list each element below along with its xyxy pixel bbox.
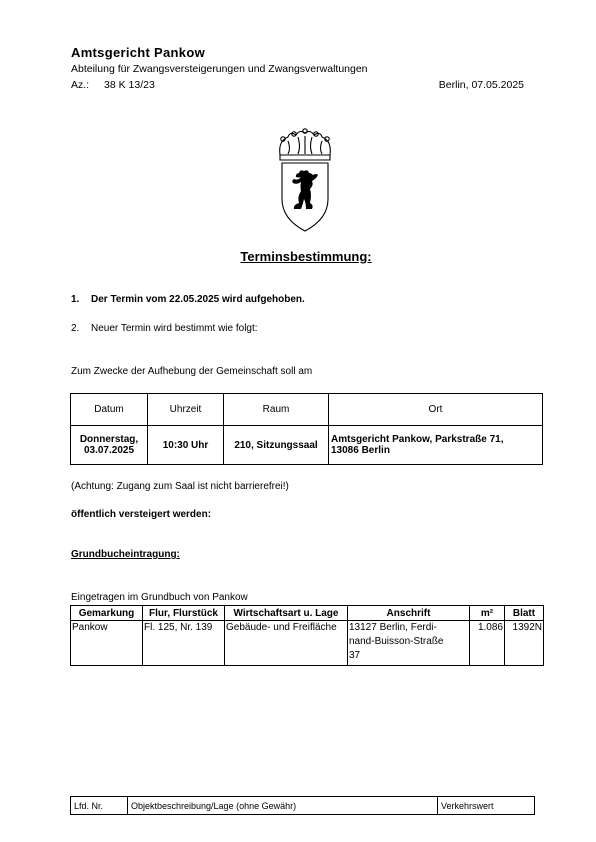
ort-line-2: 13086 Berlin bbox=[331, 445, 390, 456]
cell-ort bbox=[329, 426, 543, 465]
header-raum: Raum bbox=[224, 394, 329, 426]
header-datum: Datum bbox=[71, 394, 148, 426]
object-table-header bbox=[71, 797, 535, 815]
item-2-text: Neuer Termin wird bestimmt wie folgt: bbox=[91, 323, 258, 334]
cell-m2: 1.086 bbox=[470, 621, 505, 666]
header-flur: Flur, Flurstück bbox=[143, 606, 225, 621]
cell-flur: Fl. 125, Nr. 139 bbox=[143, 621, 225, 666]
case-number: 38 K 13/23 bbox=[104, 79, 155, 91]
auction-intro: Zum Zwecke der Aufhebung der Gemeinschaft soll am bbox=[71, 366, 313, 377]
header-anschrift: Anschrift bbox=[348, 606, 470, 621]
grundbuch-table bbox=[70, 605, 544, 666]
header-m2: m² bbox=[470, 606, 505, 621]
grundbuch-intro: Eingetragen im Grundbuch von Pankow bbox=[71, 592, 248, 603]
ort-line-1: Amtsgericht Pankow, Parkstraße 71, bbox=[331, 434, 504, 445]
grundbuch-heading: Grundbucheintragung: bbox=[71, 549, 180, 560]
datum-date: 03.07.2025 bbox=[83, 445, 135, 456]
appointment-table-row bbox=[71, 426, 543, 465]
anschrift-line-3: 37 bbox=[349, 650, 361, 661]
cell-datum bbox=[71, 426, 148, 465]
header-wirtschaftsart: Wirtschaftsart u. Lage bbox=[225, 606, 348, 621]
header-lfd-nr: Lfd. Nr. bbox=[71, 797, 128, 815]
anschrift-line-1: 13127 Berlin, Ferdi- bbox=[349, 622, 437, 633]
cell-raum: 210, Sitzungssaal bbox=[224, 426, 329, 465]
datum-weekday: Donnerstag, bbox=[79, 434, 139, 445]
header-uhrzeit: Uhrzeit bbox=[148, 394, 224, 426]
cell-blatt: 1392N bbox=[505, 621, 544, 666]
header-ort: Ort bbox=[329, 394, 543, 426]
cell-anschrift bbox=[348, 621, 470, 666]
item-2-number: 2. bbox=[71, 323, 80, 334]
court-name: Amtsgericht Pankow bbox=[71, 45, 205, 60]
object-table bbox=[70, 796, 535, 815]
cell-wirtschaftsart: Gebäude- und Freifläche bbox=[225, 621, 348, 666]
grundbuch-table-header bbox=[71, 606, 544, 621]
accessibility-note: (Achtung: Zugang zum Saal ist nicht barrierefrei!) bbox=[71, 481, 289, 492]
berlin-bear-coat-of-arms-icon bbox=[274, 127, 336, 233]
cell-gemarkung: Pankow bbox=[71, 621, 143, 666]
item-2 bbox=[71, 323, 258, 334]
grundbuch-table-row bbox=[71, 621, 544, 666]
header-objektbeschreibung: Objektbeschreibung/Lage (ohne Gewähr) bbox=[128, 797, 438, 815]
item-1-text: Der Termin vom 22.05.2025 wird aufgehoben. bbox=[91, 294, 305, 305]
header-verkehrswert: Verkehrswert bbox=[438, 797, 535, 815]
place-date: Berlin, 07.05.2025 bbox=[438, 79, 524, 91]
department: Abteilung für Zwangsversteigerungen und Zwangsverwaltungen bbox=[71, 63, 368, 75]
auction-statement: öffentlich versteigert werden: bbox=[71, 509, 212, 520]
anschrift-line-2: nand-Buisson-Straße bbox=[349, 636, 444, 647]
header-gemarkung: Gemarkung bbox=[71, 606, 143, 621]
appointment-table-header bbox=[71, 394, 543, 426]
item-1-number: 1. bbox=[71, 294, 80, 305]
item-1 bbox=[71, 294, 305, 305]
document-title: Terminsbestimmung: bbox=[240, 249, 372, 264]
header-blatt: Blatt bbox=[505, 606, 544, 621]
cell-uhrzeit: 10:30 Uhr bbox=[148, 426, 224, 465]
case-number-label: Az.: bbox=[71, 79, 90, 91]
appointment-table bbox=[70, 393, 543, 465]
